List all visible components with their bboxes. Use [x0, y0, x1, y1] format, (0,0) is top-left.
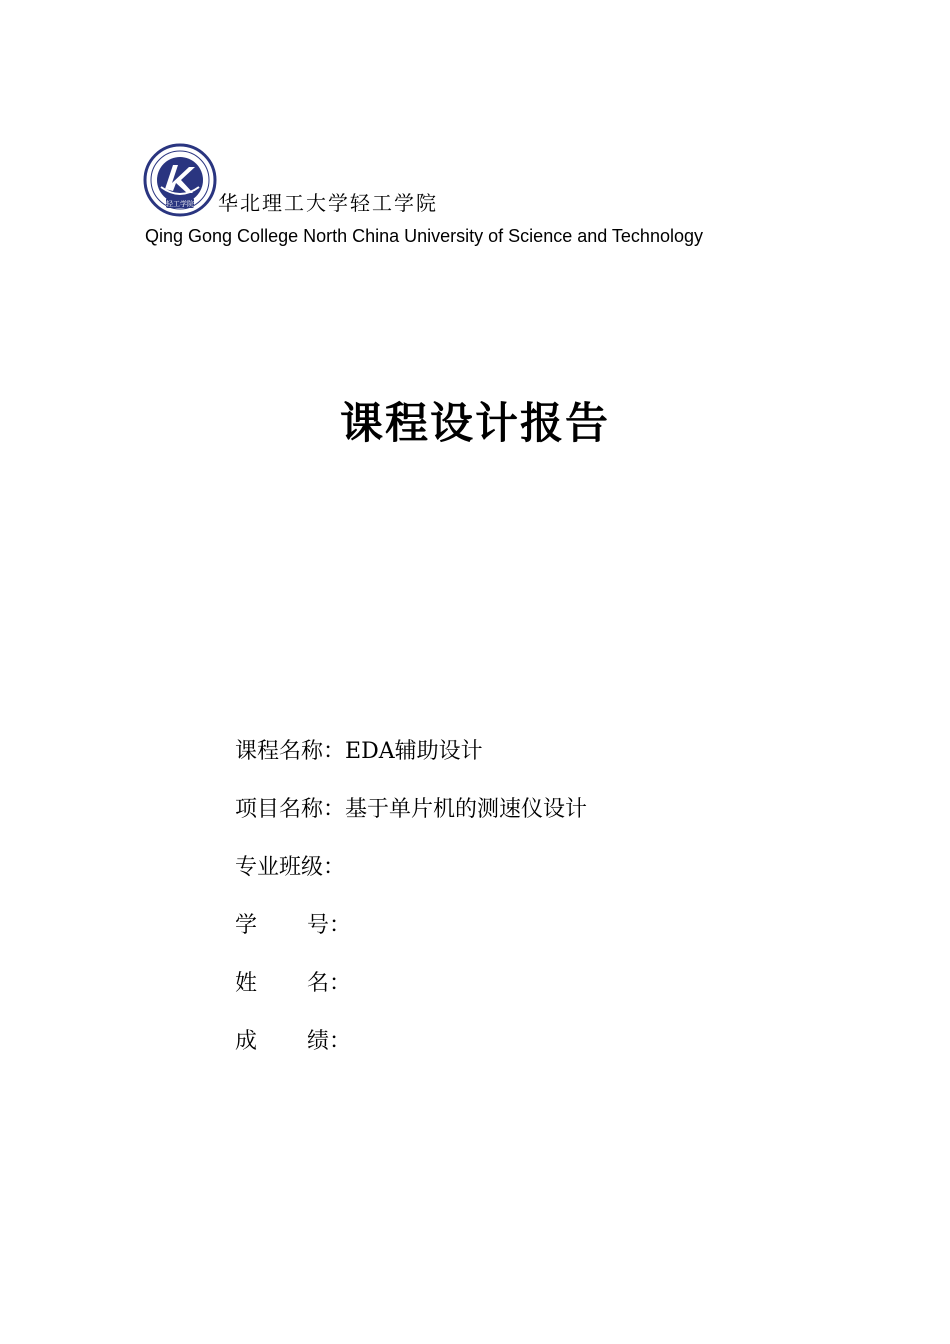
field-label-first: 姓 [235, 971, 258, 996]
field-label-first: 学 [235, 913, 258, 938]
field-value: EDA辅助设计 [345, 739, 483, 764]
field-project-name [235, 792, 587, 850]
field-label: 专业班级： [235, 855, 346, 880]
field-course-name [235, 734, 587, 792]
field-label-first: 成 [235, 1029, 258, 1054]
field-label-second: 号： [307, 913, 352, 938]
seal-inner-text: 轻工学院 [166, 200, 194, 208]
field-label: 课程名称： [235, 739, 346, 764]
field-value: 基于单片机的测速仪设计 [345, 797, 588, 822]
cover-fields [235, 734, 587, 1082]
field-student-id [235, 908, 587, 966]
field-label-second: 名： [307, 971, 352, 996]
field-grade [235, 1024, 587, 1082]
field-label: 项目名称： [235, 797, 346, 822]
field-label [235, 966, 351, 997]
seal-logo-icon [143, 143, 217, 217]
document-title: 课程设计报告 [340, 399, 610, 449]
school-name-cn: 华北理工大学轻工学院 [218, 191, 438, 215]
field-label [235, 1024, 351, 1055]
field-label-second: 绩： [307, 1029, 352, 1054]
field-label [235, 908, 351, 939]
school-name-en: Qing Gong College North China University of Science and Technology [145, 226, 703, 246]
field-name [235, 966, 587, 1024]
field-major-class [235, 850, 587, 908]
